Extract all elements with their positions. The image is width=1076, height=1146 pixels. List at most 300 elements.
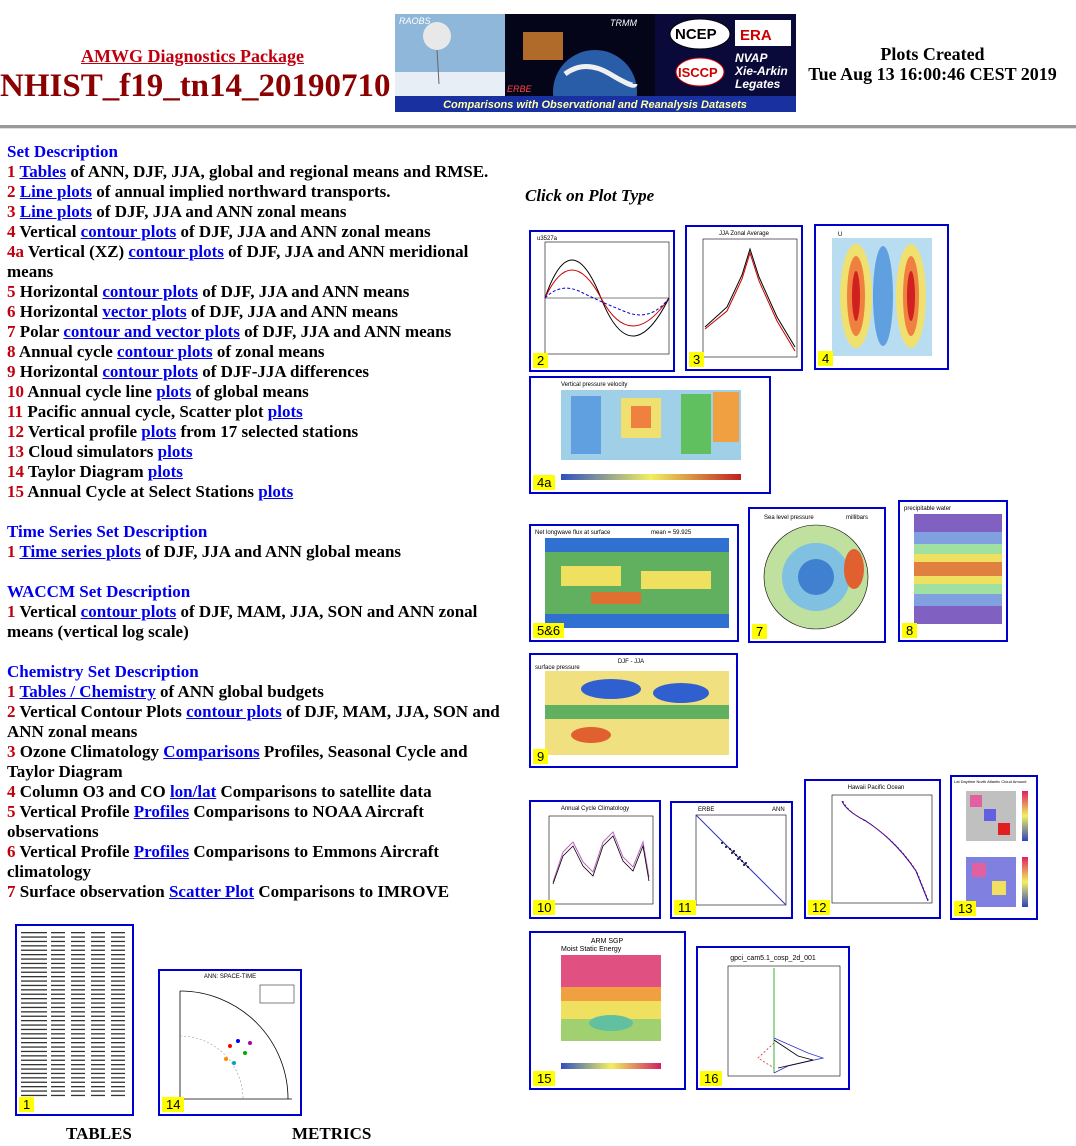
table-line bbox=[91, 1077, 105, 1078]
table-line bbox=[21, 994, 47, 995]
table-line bbox=[71, 994, 85, 995]
item-link[interactable]: Line plots bbox=[19, 182, 93, 201]
item-text: Polar bbox=[19, 322, 64, 341]
item-number: 7 bbox=[7, 882, 16, 901]
item-text: Taylor Diagram bbox=[27, 462, 148, 481]
plot-thumbnail-13[interactable] bbox=[950, 775, 1038, 920]
description-item bbox=[7, 782, 512, 802]
table-line bbox=[51, 976, 65, 977]
description-item bbox=[7, 542, 512, 562]
item-text: of ANN, DJF, JJA, global and regional means and RMSE. bbox=[66, 162, 489, 181]
table-line bbox=[71, 958, 85, 959]
item-text: of DJF, JJA and ANN global means bbox=[140, 542, 402, 561]
table-line bbox=[111, 1064, 125, 1065]
table-line bbox=[71, 967, 85, 968]
thumb-15-title: ARM SGP bbox=[590, 938, 624, 945]
table-line bbox=[51, 1007, 65, 1008]
header-right bbox=[800, 44, 1065, 84]
table-line bbox=[21, 1016, 47, 1017]
cosp-profile-plot bbox=[698, 948, 848, 1088]
item-link[interactable]: contour plots bbox=[80, 602, 177, 621]
item-text: Horizontal bbox=[19, 282, 103, 301]
tables-badge: 1 bbox=[19, 1097, 34, 1112]
item-number: 1 bbox=[7, 602, 16, 621]
plot-thumbnail-7[interactable] bbox=[748, 507, 886, 643]
item-number: 5 bbox=[7, 802, 16, 821]
table-line bbox=[71, 980, 85, 981]
table-line bbox=[111, 1002, 125, 1003]
thumb-7-title: Sea level pressure bbox=[764, 515, 814, 521]
item-number: 12 bbox=[7, 422, 24, 441]
table-line bbox=[71, 1011, 85, 1012]
table-line bbox=[71, 1095, 85, 1096]
thumb-15-badge: 15 bbox=[533, 1071, 555, 1086]
plot-thumbnail-15[interactable] bbox=[529, 931, 686, 1090]
plot-thumbnail-4a[interactable] bbox=[529, 376, 771, 494]
table-line bbox=[71, 1020, 85, 1021]
set-description-list bbox=[7, 162, 512, 502]
table-line bbox=[51, 1077, 65, 1078]
table-line bbox=[71, 1051, 85, 1052]
table-line bbox=[71, 1038, 85, 1039]
thumb-2-badge: 2 bbox=[533, 353, 548, 368]
table-line bbox=[111, 1046, 125, 1047]
table-line bbox=[71, 972, 85, 973]
table-line bbox=[111, 1082, 125, 1083]
item-number: 13 bbox=[7, 442, 24, 461]
thumb-10-badge: 10 bbox=[533, 900, 555, 915]
tables-thumbnail[interactable] bbox=[15, 924, 134, 1116]
table-line bbox=[21, 1029, 47, 1030]
item-link[interactable]: contour plots bbox=[128, 242, 224, 261]
thumb-15-extra: Moist Static Energy bbox=[561, 946, 622, 953]
table-line bbox=[111, 989, 125, 990]
table-line bbox=[71, 1033, 85, 1034]
thumb-11-title: ERBE bbox=[698, 807, 715, 813]
table-line bbox=[71, 1077, 85, 1078]
table-line bbox=[91, 1020, 105, 1021]
item-text: of ANN global budgets bbox=[155, 682, 324, 701]
item-link[interactable]: plots bbox=[157, 442, 193, 461]
item-link[interactable]: Tables / Chemistry bbox=[19, 682, 156, 701]
description-item bbox=[7, 802, 512, 842]
item-link[interactable]: lon/lat bbox=[169, 782, 217, 801]
table-line bbox=[111, 1073, 125, 1074]
item-number: 9 bbox=[7, 362, 16, 381]
table-line bbox=[51, 998, 65, 999]
table-line bbox=[91, 1068, 105, 1069]
table-line bbox=[21, 972, 47, 973]
table-line bbox=[111, 963, 125, 964]
description-item bbox=[7, 482, 512, 502]
table-line bbox=[91, 980, 105, 981]
table-line bbox=[21, 950, 47, 951]
table-line bbox=[21, 963, 47, 964]
table-line bbox=[111, 1038, 125, 1039]
table-line bbox=[51, 941, 65, 942]
item-number: 6 bbox=[7, 302, 16, 321]
tables-preview bbox=[17, 926, 132, 1114]
table-line bbox=[51, 1042, 65, 1043]
difference-contour-map bbox=[531, 655, 736, 766]
table-line bbox=[111, 1029, 125, 1030]
table-line bbox=[51, 1068, 65, 1069]
thumb-7-badge: 7 bbox=[752, 624, 767, 639]
chemistry-list bbox=[7, 682, 512, 902]
table-line bbox=[21, 1051, 47, 1052]
item-link[interactable]: contour plots bbox=[102, 362, 198, 381]
item-link[interactable]: plots bbox=[147, 462, 183, 481]
table-line bbox=[21, 1095, 47, 1096]
thumb-13-badge: 13 bbox=[954, 901, 976, 916]
table-line bbox=[71, 954, 85, 955]
table-line bbox=[91, 1073, 105, 1074]
table-line bbox=[71, 1042, 85, 1043]
thumb-11-badge: 11 bbox=[674, 900, 696, 915]
table-line bbox=[111, 1024, 125, 1025]
item-text: of global means bbox=[191, 382, 309, 401]
table-line bbox=[71, 1046, 85, 1047]
banner-label-xie-arkin: Xie-Arkin bbox=[735, 64, 788, 78]
table-line bbox=[21, 1064, 47, 1065]
thumb-56-extra: mean = 59.925 bbox=[651, 530, 692, 536]
table-line bbox=[21, 941, 47, 942]
item-link[interactable]: Comparisons bbox=[163, 742, 260, 761]
table-line bbox=[51, 1033, 65, 1034]
item-text: Vertical bbox=[19, 222, 81, 241]
item-number: 7 bbox=[7, 322, 16, 341]
table-line bbox=[91, 1055, 105, 1056]
table-line bbox=[91, 989, 105, 990]
table-line bbox=[51, 1082, 65, 1083]
item-text: of DJF, JJA and ANN meridional means bbox=[7, 242, 469, 281]
table-line bbox=[91, 1042, 105, 1043]
table-line bbox=[51, 989, 65, 990]
description-item bbox=[7, 362, 512, 382]
table-line bbox=[111, 932, 125, 933]
table-line bbox=[21, 1038, 47, 1039]
plot-thumbnail-11[interactable] bbox=[670, 801, 793, 919]
item-link[interactable]: Line plots bbox=[19, 202, 93, 221]
observations-banner bbox=[395, 14, 796, 112]
table-line bbox=[111, 1077, 125, 1078]
table-line bbox=[51, 1086, 65, 1087]
table-line bbox=[91, 950, 105, 951]
table-line bbox=[71, 998, 85, 999]
table-line bbox=[71, 1082, 85, 1083]
description-item bbox=[7, 682, 512, 702]
item-text: Pacific annual cycle, Scatter plot bbox=[27, 402, 268, 421]
plot-thumbnail-3[interactable] bbox=[685, 225, 803, 371]
transport-line-plot bbox=[531, 232, 673, 370]
thumb-16-badge: 16 bbox=[700, 1071, 722, 1086]
item-text: of DJF, MAM, JJA, SON and ANN zonal means bbox=[7, 702, 500, 741]
tables-caption: TABLES bbox=[66, 1124, 132, 1143]
table-line bbox=[91, 954, 105, 955]
table-line bbox=[71, 1064, 85, 1065]
table-line bbox=[111, 950, 125, 951]
description-item bbox=[7, 282, 512, 302]
item-link[interactable]: contour plots bbox=[80, 222, 177, 241]
plot-thumbnail-12[interactable] bbox=[804, 779, 941, 919]
item-text: Cloud simulators bbox=[28, 442, 158, 461]
table-line bbox=[91, 1082, 105, 1083]
item-text: of DJF, JJA and ANN zonal means bbox=[176, 222, 431, 241]
item-link[interactable]: plots bbox=[267, 402, 303, 421]
description-item bbox=[7, 202, 512, 222]
banner-label-era: ERA bbox=[740, 27, 772, 44]
table-line bbox=[71, 963, 85, 964]
table-line bbox=[111, 980, 125, 981]
item-link[interactable]: vector plots bbox=[102, 302, 187, 321]
item-number: 5 bbox=[7, 282, 16, 301]
item-number: 10 bbox=[7, 382, 24, 401]
table-line bbox=[51, 1051, 65, 1052]
table-line bbox=[21, 1011, 47, 1012]
table-line bbox=[91, 941, 105, 942]
table-line bbox=[91, 998, 105, 999]
item-link[interactable]: Time series plots bbox=[19, 542, 141, 561]
table-line bbox=[51, 1029, 65, 1030]
description-item bbox=[7, 402, 512, 422]
plot-thumbnail-16[interactable] bbox=[696, 946, 850, 1090]
table-line bbox=[111, 1051, 125, 1052]
description-item bbox=[7, 442, 512, 462]
thumb-7-extra: millibars bbox=[846, 515, 869, 521]
description-item bbox=[7, 242, 512, 282]
table-line bbox=[91, 945, 105, 946]
thumb-9-title: DJF - JJA bbox=[617, 659, 645, 665]
thumb-11-extra: ANN bbox=[772, 807, 785, 813]
thumb-8-badge: 8 bbox=[902, 623, 917, 638]
polar-contour-plot bbox=[750, 509, 884, 641]
table-line bbox=[21, 1042, 47, 1043]
table-line bbox=[111, 967, 125, 968]
item-link[interactable]: contour plots bbox=[102, 282, 198, 301]
item-link[interactable]: plots bbox=[258, 482, 294, 501]
table-line bbox=[21, 1082, 47, 1083]
thumb-3-badge: 3 bbox=[689, 352, 704, 367]
table-line bbox=[51, 963, 65, 964]
item-text: Annual Cycle at Select Stations bbox=[27, 482, 259, 501]
table-line bbox=[111, 976, 125, 977]
table-line bbox=[21, 1002, 47, 1003]
table-line bbox=[71, 1068, 85, 1069]
table-line bbox=[51, 1020, 65, 1021]
plots-created-label: Plots Created bbox=[880, 44, 985, 64]
item-text: Comparisons to Emmons Aircraft climatology bbox=[7, 842, 440, 881]
thumb-12-badge: 12 bbox=[808, 900, 830, 915]
item-number: 1 bbox=[7, 542, 16, 561]
description-item bbox=[7, 742, 512, 782]
item-link[interactable]: plots bbox=[141, 422, 177, 441]
item-number: 2 bbox=[7, 182, 16, 201]
metrics-badge: 14 bbox=[162, 1097, 184, 1112]
table-line bbox=[91, 972, 105, 973]
plot-thumbnail-5-6[interactable] bbox=[529, 524, 739, 642]
item-link[interactable]: contour and vector plots bbox=[63, 322, 240, 341]
table-line bbox=[51, 1011, 65, 1012]
item-text: Profiles, Seasonal Cycle and Taylor Diagram bbox=[7, 742, 468, 781]
table-line bbox=[91, 1016, 105, 1017]
table-line bbox=[91, 1011, 105, 1012]
description-item bbox=[7, 322, 512, 342]
item-link[interactable]: Scatter Plot bbox=[168, 882, 255, 901]
item-link[interactable]: contour plots bbox=[186, 702, 282, 721]
table-line bbox=[111, 1060, 125, 1061]
banner-label-raobs: RAOBS bbox=[399, 16, 431, 26]
table-line bbox=[91, 985, 105, 986]
table-line bbox=[71, 1007, 85, 1008]
table-line bbox=[51, 1016, 65, 1017]
set-description-title: Set Description bbox=[7, 142, 118, 161]
table-line bbox=[71, 989, 85, 990]
description-item bbox=[7, 182, 512, 202]
thumb-56-badge: 5&6 bbox=[533, 623, 564, 638]
item-text: Comparisons to satellite data bbox=[216, 782, 432, 801]
plot-thumbnail-2[interactable] bbox=[529, 230, 675, 372]
run-name: NHIST_f19_tn14_20190710 bbox=[0, 68, 391, 104]
cloud-simulator-plot bbox=[952, 777, 1036, 918]
item-link[interactable]: Profiles bbox=[133, 842, 190, 861]
item-number: 1 bbox=[7, 162, 16, 181]
table-line bbox=[51, 1090, 65, 1091]
table-line bbox=[21, 967, 47, 968]
header-divider bbox=[0, 125, 1076, 129]
table-line bbox=[71, 1073, 85, 1074]
table-line bbox=[111, 1020, 125, 1021]
table-line bbox=[51, 1038, 65, 1039]
table-line bbox=[21, 976, 47, 977]
table-line bbox=[91, 1002, 105, 1003]
plot-thumbnail-10[interactable] bbox=[529, 800, 661, 919]
time-series-list bbox=[7, 542, 512, 562]
station-annual-cycle-plot bbox=[531, 933, 684, 1088]
table-line bbox=[71, 945, 85, 946]
table-line bbox=[111, 1086, 125, 1087]
item-text: Ozone Climatology bbox=[19, 742, 164, 761]
table-line bbox=[21, 1033, 47, 1034]
item-number: 14 bbox=[7, 462, 24, 481]
table-line bbox=[21, 1020, 47, 1021]
table-line bbox=[21, 989, 47, 990]
header-left bbox=[0, 46, 391, 104]
table-line bbox=[71, 1086, 85, 1087]
description-item bbox=[7, 162, 512, 182]
table-line bbox=[111, 972, 125, 973]
table-line bbox=[21, 945, 47, 946]
table-line bbox=[91, 1090, 105, 1091]
annual-cycle-contour-plot bbox=[900, 502, 1006, 640]
meridional-contour-plot bbox=[531, 378, 769, 492]
banner-label-erbe: ERBE bbox=[507, 84, 532, 94]
table-line bbox=[91, 1038, 105, 1039]
table-line bbox=[91, 963, 105, 964]
table-line bbox=[71, 1016, 85, 1017]
metrics-thumbnail[interactable] bbox=[158, 969, 302, 1116]
banner-label-ncep: NCEP bbox=[675, 26, 717, 43]
table-line bbox=[51, 1095, 65, 1096]
table-line bbox=[111, 936, 125, 937]
table-line bbox=[91, 1029, 105, 1030]
table-line bbox=[111, 954, 125, 955]
thumb-16-title: gpci_cam5.1_cosp_2d_001 bbox=[730, 955, 816, 962]
table-line bbox=[71, 1002, 85, 1003]
item-text: of DJF, JJA and ANN means bbox=[239, 322, 452, 341]
table-line bbox=[91, 1064, 105, 1065]
item-number: 15 bbox=[7, 482, 24, 501]
item-text: from 17 selected stations bbox=[176, 422, 359, 441]
item-link[interactable]: Tables bbox=[19, 162, 67, 181]
table-line bbox=[51, 1060, 65, 1061]
item-link[interactable]: contour plots bbox=[117, 342, 213, 361]
table-line bbox=[71, 1055, 85, 1056]
descriptions-column bbox=[7, 142, 512, 902]
item-text: of DJF, JJA and ANN means bbox=[186, 302, 399, 321]
description-item bbox=[7, 462, 512, 482]
zonal-mean-line-plot bbox=[687, 227, 801, 369]
item-link[interactable]: plots bbox=[156, 382, 192, 401]
description-item bbox=[7, 342, 512, 362]
table-line bbox=[91, 1024, 105, 1025]
package-title-link[interactable]: AMWG Diagnostics Package bbox=[81, 46, 304, 66]
table-line bbox=[21, 1068, 47, 1069]
item-text: Vertical Profile bbox=[19, 842, 134, 861]
item-text: Comparisons to IMROVE bbox=[254, 882, 450, 901]
item-number: 4 bbox=[7, 782, 16, 801]
table-line bbox=[111, 941, 125, 942]
table-line bbox=[111, 998, 125, 999]
table-line bbox=[21, 1024, 47, 1025]
table-line bbox=[71, 950, 85, 951]
table-line bbox=[51, 985, 65, 986]
table-line bbox=[71, 941, 85, 942]
table-line bbox=[91, 1051, 105, 1052]
table-line bbox=[91, 1086, 105, 1087]
plot-thumbnail-9[interactable] bbox=[529, 653, 738, 768]
item-number: 3 bbox=[7, 742, 16, 761]
thumb-10-title: Annual Cycle Climatology bbox=[560, 806, 630, 812]
thumb-2-title: u3527a bbox=[537, 236, 558, 242]
taylor-title: ANN: SPACE-TIME bbox=[203, 974, 257, 980]
table-line bbox=[51, 1064, 65, 1065]
table-line bbox=[71, 936, 85, 937]
description-item bbox=[7, 602, 512, 642]
description-item bbox=[7, 422, 512, 442]
table-line bbox=[111, 1011, 125, 1012]
table-line bbox=[21, 1077, 47, 1078]
table-line bbox=[91, 994, 105, 995]
table-line bbox=[111, 1095, 125, 1096]
banner-label-nvap: NVAP bbox=[735, 51, 768, 65]
plot-thumbnail-8[interactable] bbox=[898, 500, 1008, 642]
table-line bbox=[51, 932, 65, 933]
banner-graphic bbox=[395, 14, 796, 112]
metrics-caption: METRICS bbox=[292, 1124, 372, 1143]
table-line bbox=[91, 1060, 105, 1061]
description-item bbox=[7, 702, 512, 742]
table-line bbox=[111, 1090, 125, 1091]
plot-thumbnail-4[interactable] bbox=[814, 224, 949, 370]
table-line bbox=[111, 1042, 125, 1043]
thumb-9-extra: surface pressure bbox=[535, 665, 580, 671]
table-line bbox=[51, 1073, 65, 1074]
item-link[interactable]: Profiles bbox=[133, 802, 190, 821]
table-line bbox=[111, 1007, 125, 1008]
table-line bbox=[111, 1016, 125, 1017]
table-line bbox=[51, 950, 65, 951]
table-line bbox=[21, 1073, 47, 1074]
